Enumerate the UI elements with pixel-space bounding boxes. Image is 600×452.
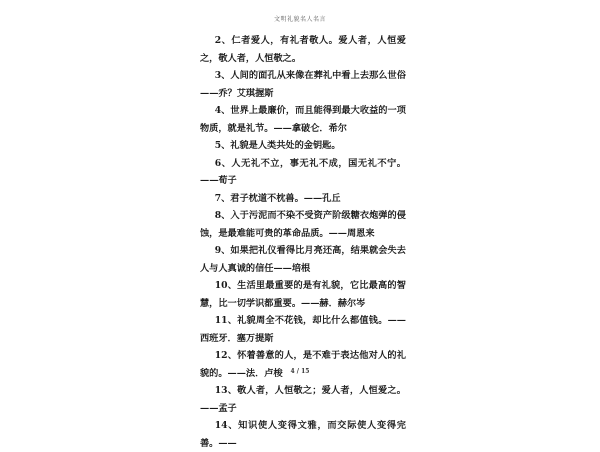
quote-paragraph: 3、人间的面孔从来像在葬礼中看上去那么世俗——乔？艾琪握斯 (200, 70, 406, 99)
quote-paragraph: 4、世界上最廉价，而且能得到最大收益的一项物质，就是礼节。——拿破仑．希尔 (200, 105, 406, 134)
quote-paragraph: 5、礼貌是人类共处的金钥匙。 (214, 140, 341, 151)
quote-paragraph: 13、敬人者，人恒敬之；爱人者，人恒爱之。——孟子 (200, 385, 406, 414)
page-indicator: 4 / 15 (290, 368, 310, 375)
quote-paragraph: 10、生活里最重要的是有礼貌，它比最高的智慧，比一切学识都重要。——赫．赫尔岑 (200, 280, 406, 309)
quote-paragraph: 8、入于污泥而不染不受资产阶级糖衣炮弹的侵蚀，是最难能可贵的革命品质。——周恩来 (200, 210, 406, 239)
quote-paragraph: 11、礼貌周全不花钱，却比什么都值钱。——西班牙．塞万提斯 (200, 315, 406, 344)
quote-paragraph: 7、君子枕道不枕兽。——孔丘 (214, 192, 341, 204)
quote-paragraph: 14、知识使人变得文雅，而交际使人变得完善。—— (200, 420, 406, 449)
quote-paragraph: 12、怀着善意的人，是不难于表达他对人的礼貌的。——法．卢梭 (200, 350, 406, 379)
quote-list (200, 32, 406, 452)
quote-paragraph: 2、仁者爱人，有礼者敬人。爱人者，人恒爱之，敬人者，人恒敬之。 (200, 35, 406, 64)
quote-paragraph: 9、如果把礼仪看得比月亮还高，结果就会失去人与人真诚的信任——培根 (200, 245, 406, 274)
quote-paragraph: 6、人无礼不立，事无礼不成，国无礼不宁。——荀子 (200, 157, 406, 186)
document-header: 文明礼貌名人名言 (273, 16, 326, 23)
